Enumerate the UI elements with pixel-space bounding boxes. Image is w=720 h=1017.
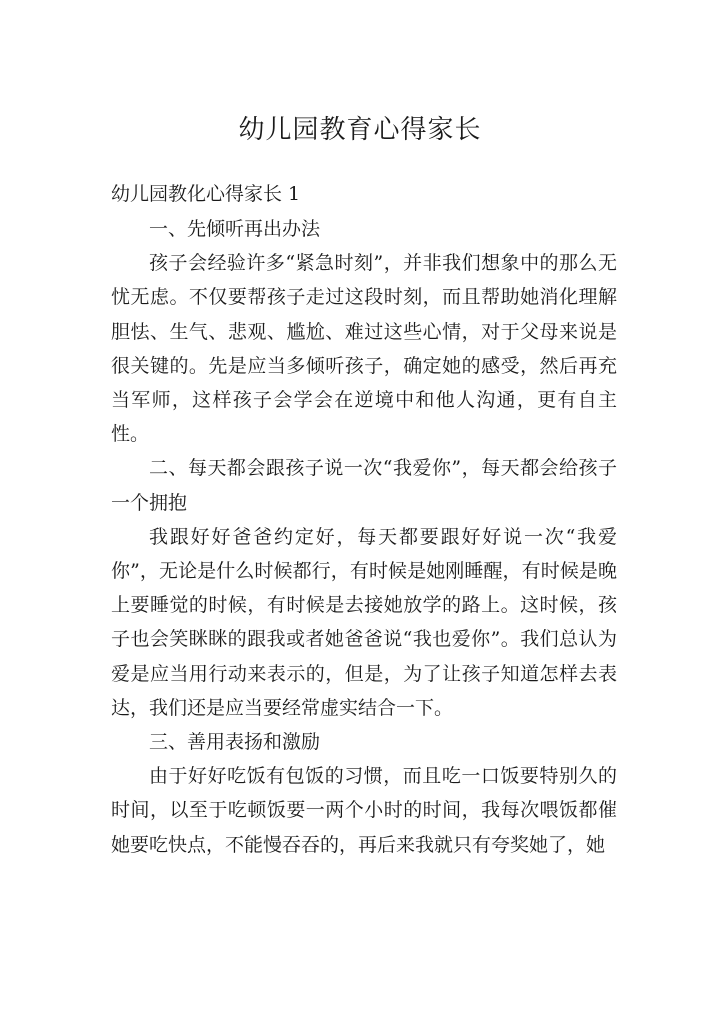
document-body <box>111 212 617 862</box>
section-heading: 二、每天都会跟孩子说一次“我爱你”，每天都会给孩子一个拥抱 <box>111 457 617 514</box>
body-paragraph: 由于好好吃饭有包饭的习惯，而且吃一口饭要特别久的时间，以至于吃顿饭要一两个小时的时间，我每次喂饭都催她要吃快点，不能慢吞吞的，再后来我就只有夸奖她了，她 <box>111 765 617 856</box>
document-title: 幼儿园教育心得家长 <box>238 115 482 145</box>
section-heading: 一、先倾听再出办法 <box>149 218 321 240</box>
body-paragraph: 我跟好好爸爸约定好，每天都要跟好好说一次“我爱你”，无论是什么时候都行，有时候是她刚睡醒，有时候是晚上要睡觉的时候，有时候是去接她放学的路上。这时候，孩子也会笑眯眯的跟我或者她爸爸说“我也爱你”。我们总认为爱是应当用行动来表示的，但是，为了让孩子知道怎样去表达，我们还是应当要经常虚实结合一下。 <box>111 525 617 719</box>
document-subtitle: 幼儿园教化心得家长 1 <box>111 183 301 205</box>
body-paragraph: 孩子会经验许多“紧急时刻”，并非我们想象中的那么无忧无虑。不仅要帮孩子走过这段时刻，而且帮助她消化理解胆怯、生气、悲观、尴尬、难过这些心情，对于父母来说是很关键的。先是应当多倾听孩子，确定她的感受，然后再充当军师，这样孩子会学会在逆境中和他人沟通，更有自主性。 <box>111 252 617 446</box>
section-heading: 三、善用表扬和激励 <box>149 731 321 754</box>
